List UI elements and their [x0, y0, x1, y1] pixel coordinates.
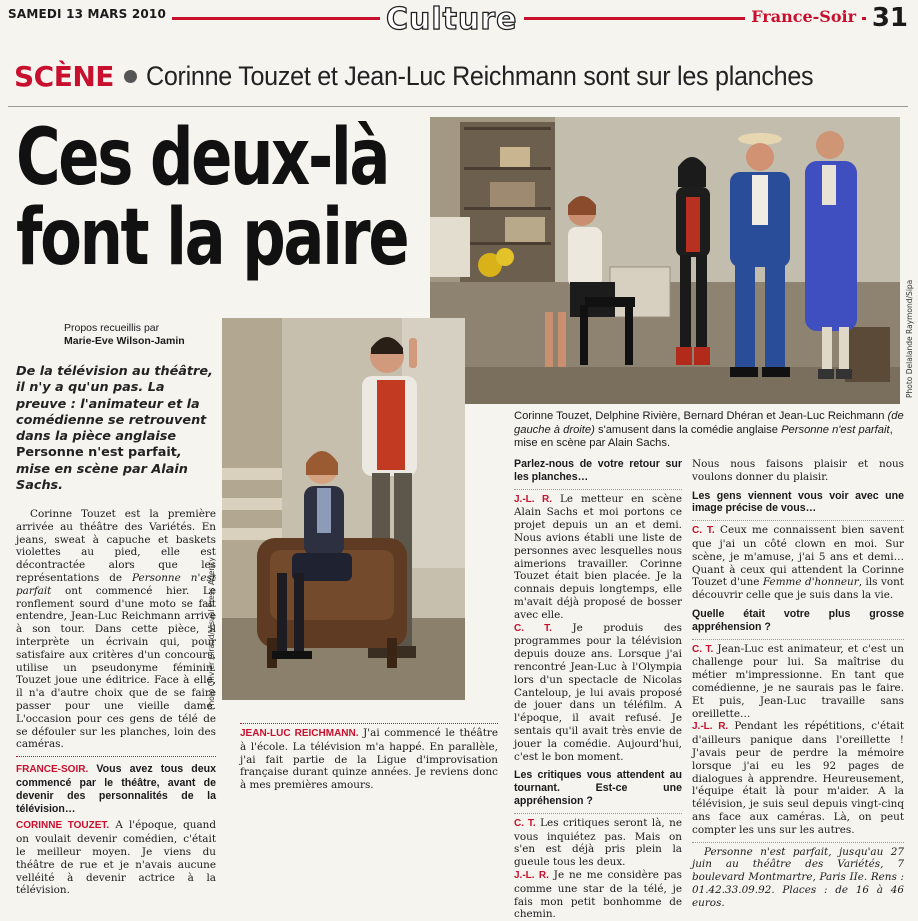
section-title: Culture: [380, 2, 524, 37]
question-critiques: Les critiques vous attendent au tournant. Est-ce une appréhension ?: [514, 769, 682, 807]
kicker-subject: Corinne Touzet et Jean-Luc Reichmann sont sur les planches: [145, 61, 814, 91]
top-photo-credit: Photo Delalande Raymond/Sipa: [905, 279, 914, 398]
headline-line-1: Ces deux-là: [16, 113, 389, 203]
question-image: Les gens viennent vous voir avec une image précise de vous…: [692, 489, 904, 515]
article-column-2: [240, 723, 498, 792]
column-divider: [16, 756, 216, 757]
caption-position: (de gauche à droite): [514, 410, 904, 436]
article-column-4: [692, 458, 904, 910]
article-intro: [16, 364, 216, 494]
show-info: [692, 846, 904, 910]
column-divider: [240, 723, 498, 724]
answer-speaker: C. T.: [514, 817, 536, 829]
answer-text: Les critiques seront là, ne vous inquiétez pas. Mais on s'en est déjà pris plein la gueule tous les deux.: [514, 816, 682, 869]
stage-photo-duo: [222, 318, 465, 700]
stage-photo-group: [430, 117, 900, 404]
answer-text: A l'époque, quand on voulait devenir comédien, c'était le meilleur moyen. Je viens du théâtre de rue et je n'avais aucune velléité à devenir actrice à la télévision.: [16, 819, 216, 897]
column-divider: [692, 639, 904, 640]
column-divider: [692, 520, 904, 521]
body-paragraph-1: [16, 508, 216, 751]
column-divider: [514, 813, 682, 814]
byline-author: Marie-Eve Wilson-Jamin: [64, 335, 185, 347]
answer-speaker: J.-L. R.: [514, 493, 552, 505]
page-number: 31: [866, 3, 908, 33]
kicker-divider: [8, 106, 908, 107]
stage-photo-group-illustration: [430, 117, 900, 404]
caption-text-2: , mise en scène par Alain Sachs.: [514, 423, 893, 449]
answer-1: [16, 819, 216, 897]
body-text-2: ont commencé hier. Le ronflement sourd d'une moto se fait entendre, Jean-Luc Reichmann arrive à son tour. Dans cette pièce, il interprète un écrivain qui, pour satisfaire aux critères d'un concours, utilise un pseudonyme féminin. Touzet joue une éditrice. Face à elle, il n'a d'autre choix que de se faire passer pour une vieille dame. L'occasion pour ces gens de télé de se défouler sur les planches, loin des caméras.: [16, 584, 216, 751]
kicker-label: SCÈNE: [14, 60, 114, 93]
answer-text-end: , ils vont découvrir celle que je suis dans la vie.: [692, 576, 904, 602]
answer-continued: Nous nous faisons plaisir et nous voulons donner du plaisir.: [692, 458, 904, 483]
folio-bar: [8, 2, 908, 37]
stage-photo-duo-illustration: [222, 318, 465, 700]
question-1: [16, 763, 216, 815]
show-title: Personne n'est parfait: [704, 845, 829, 858]
answer-speaker: J.-L. R.: [514, 869, 549, 881]
answer-reichmann: [240, 727, 498, 792]
answer-text: J'ai commencé le théâtre à l'école. La télévision m'a happé. En parallèle, j'ai fait partie de la Ligue d'improvisation française durant quinze années. Je reviens donc à mes premières amours.: [240, 727, 498, 792]
answer-text: Le metteur en scène Alain Sachs et moi portons ce projet depuis un an et demi. Nous avions établi une liste de personnes avec lesquelles nous aimerions travailler. Corinne Touzet était bien placée. Je la connais depuis longtemps, elle m'avait déjà proposé de bosser avec elle.: [514, 492, 683, 621]
column-divider: [692, 842, 904, 843]
caption-text-1: s'amusent dans la comédie anglaise: [597, 423, 782, 436]
answer-text: Je produis des programmes pour la télévision depuis douze ans. Lorsque j'ai rencontré Jean-Luc à l'Olympia lors d'un spectacle de Nicolas Canteloup, je lui avais proposé de jouer dans un téléfilm. A l'époque, il avait refusé. Je sentais qu'il avait très envie de jouer la comédie. Aujourd'hui, c'est le bon moment.: [514, 621, 682, 763]
article-column-3: [514, 458, 682, 921]
answer-speaker: C. T.: [692, 525, 715, 537]
newspaper-logo: France-Soir: [745, 7, 862, 26]
photo-caption: [514, 410, 906, 451]
answer-jlr-1: [514, 493, 682, 622]
intro-play-title: Personne n'est parfait: [16, 445, 177, 461]
lower-photo-credit: Photo Olivier Giraud/Visual Press Agency: [207, 557, 216, 710]
byline: [64, 322, 214, 348]
answer-speaker: J.-L. R.: [692, 721, 729, 733]
answer-ct-4: [692, 643, 904, 721]
byline-intro: Propos recueillis par: [64, 322, 160, 334]
answer-speaker: CORINNE TOUZET.: [16, 820, 110, 832]
answer-ct-3: [692, 524, 904, 602]
body-text-1: Corinne Touzet est la première arrivée au théâtre des Variétés. En jeans, sweat à capuche et baskets violettes au pied, elle est décontractée alors que les représentations de: [16, 508, 216, 584]
answer-jlr-2: [514, 869, 682, 921]
question-speaker: FRANCE-SOIR.: [16, 764, 89, 776]
answer-ct-2: [514, 817, 682, 869]
issue-date: SAMEDI 13 MARS 2010: [8, 7, 172, 21]
column-divider: [514, 489, 682, 490]
answer-text: Pendant les répétitions, c'était d'ailleurs panique dans l'oreillette ! J'avais peur de perdre la mémoire lorsque j'ai eu les 92 pages de dialogues à apprendre. Heureusement, l'équipe était là pour m'aider. A la télévision, je suis seul depuis vingt-cinq ans face aux caméras. Là, on peut compter les uns sur les autres.: [692, 720, 904, 836]
answer-text: Je ne me considère pas comme une star de la télé, je fais mon petit bonhomme de chemin.: [514, 868, 682, 921]
body-play-title: Personne n'est parfait: [16, 571, 216, 597]
answer-speaker: C. T.: [692, 643, 714, 655]
article-column-1: [16, 508, 216, 897]
intro-part-1: De la télévision au théâtre, il n'y a qu'un pas. La preuve : l'animateur et la comédienne se retrouvent dans la pièce anglaise: [16, 364, 213, 445]
question-planches: Parlez-nous de votre retour sur les planches…: [514, 458, 682, 483]
answer-text: Jean-Luc est animateur, et c'est un challenge pour lui. Sa maîtrise du métier m'impressionne. En tant que comédienne, je ne saurais pas le faire. Et puis, Jean-Luc travaille sans oreillette…: [692, 642, 904, 720]
answer-ct-1: [514, 622, 682, 764]
answer-speaker: JEAN-LUC REICHMANN.: [240, 728, 359, 739]
kicker: [14, 60, 863, 93]
question-text: Vous avez tous deux commencé par le théâtre, avant de devenir des personnalités de la télévision…: [16, 763, 216, 815]
answer-jlr-3: [692, 720, 904, 836]
caption-names: Corinne Touzet, Delphine Rivière, Bernard Dhéran et Jean-Luc Reichmann: [514, 410, 885, 422]
intro-part-2: , mise en scène par Alain Sachs.: [16, 445, 188, 494]
answer-text: Ceux me connaissent bien savent que j'ai un côté clown en moi. Sur scène, je m'amuse, j'ai 5 ans et demi… Quant à ceux qui attendent la Corinne Touzet d'une: [692, 524, 904, 589]
headline: [16, 113, 408, 283]
question-apprehension: Quelle était votre plus grosse appréhension ?: [692, 607, 904, 633]
series-title: Femme d'honneur: [762, 576, 859, 589]
caption-play-title: Personne n'est parfait: [781, 423, 890, 436]
bullet-icon: [124, 70, 137, 83]
show-details: , jusqu'au 27 juin au théâtre des Variétés, 7 boulevard Montmartre, Paris IIe. Rens : 01.42.33.09.92. Places : de 16 à 46 euros.: [692, 845, 904, 909]
answer-speaker: C. T.: [514, 622, 552, 634]
headline-line-2: font la paire: [16, 193, 408, 283]
